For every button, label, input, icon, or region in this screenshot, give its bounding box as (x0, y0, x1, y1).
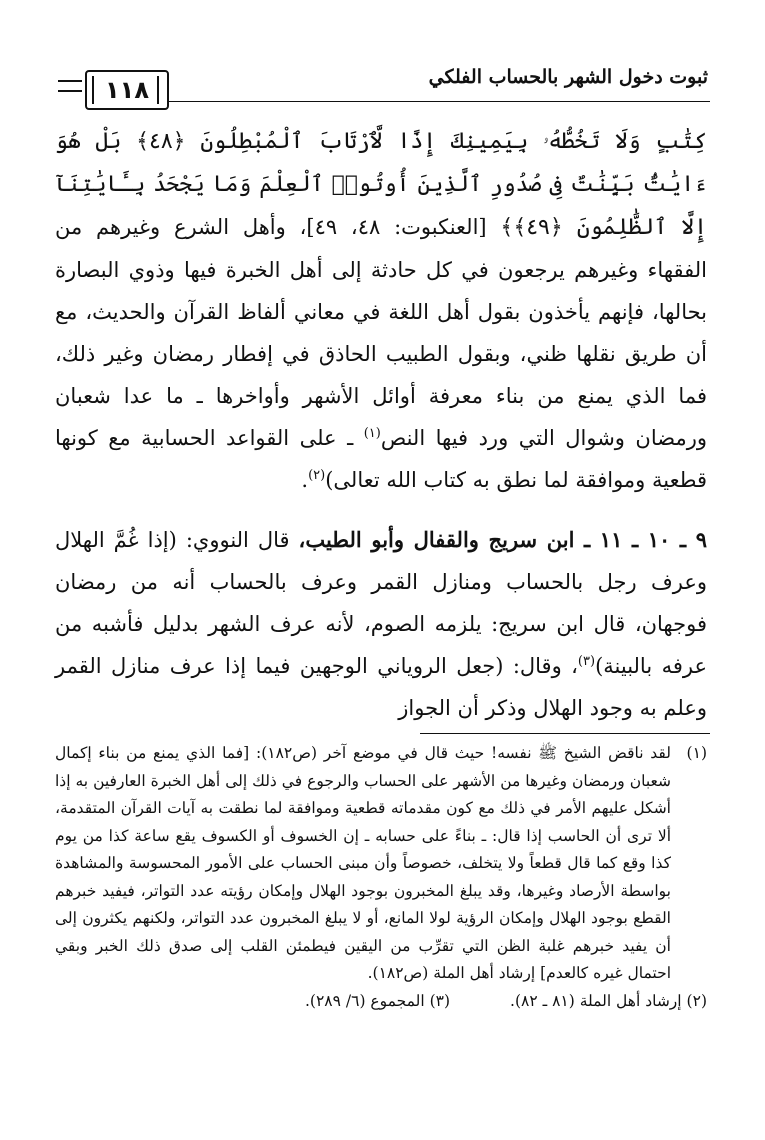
footnote-2-text: إرشاد أهل الملة (٨١ ـ ٨٢). (510, 991, 682, 1010)
footnote-3 (305, 988, 450, 1016)
header-ornament (58, 80, 82, 92)
page-header (58, 66, 710, 114)
footnote-1-text: لقد ناقض الشيخ ﷺ نفسه! حيث قال في موضع آخر (ص١٨٢): [فما الذي يمنع من بناء إكمال شعبان ورمضان وغيرها من الأشهر على الحساب والرجوع في ذلك إلى أهل الخبرة العارفين به إذا أشكل عليهم الأمر في ذلك مع كون مقدماته قطعية وموافقة لما نطقت به آيات القرآن المتقدمة، ألا ترى أن الحاسب إذا قال: ـ بناءً على حسابه ـ إن الخسوف أو الكسوف يقع ساعة كذا من يوم كذا وقع كما قال قطعاً ولا يتخلف، خصوصاً وأن مبنى الحساب على الأمور المحسوسة والمشاهدة بواسطة الأرصاد وغيرها، وقد يبلغ المخبرون بوجود الهلال وإمكان رؤيته عدد التواتر، فيفيد خبرهم القطع بوجود الهلال وإمكان الرؤية لولا المانع، أو لا يبلغ المخبرون عدد التواتر، ولكنهم يكثرون إلى أن يفيد خبرهم غلبة الظن التي تقرِّب من اليقين فيطمئن القلب إلى صدق ذلك الخبر وبقي احتمال غيره كالعدم] إرشاد أهل الملة (ص١٨٢). (55, 744, 671, 982)
footnote-3-text: المجموع (٦/ ٢٨٩). (304, 991, 425, 1010)
paragraph-2-text-a: قال النووي: (إذا غُمَّ الهلال وعرف رجل بالحساب ومنازل القمر وعرف بالحساب أنه من رمضان فوجهان، قال ابن سريج: يلزمه الصوم، لأنه عرف الشهر بدليل فأشبه من عرفه بالبينة) (55, 528, 707, 678)
footnote-2 (510, 988, 707, 1016)
main-text (55, 120, 707, 729)
paragraph-2-heading: ٩ ـ ١٠ ـ ١١ ـ ابن سريج والقفال وأبو الطيب، (298, 527, 707, 552)
footnote-ref-1[interactable]: (١) (363, 426, 381, 441)
footnote-1-number: (١) (686, 744, 707, 762)
quran-verse: كِتَٰبٍ وَلَا تَخُطُّهُۥ بِيَمِينِكَ إِذًا لَّٱرْتَابَ ٱلْمُبْطِلُونَ ﴿٤٨﴾ بَلْ هُوَ ءَايَٰتٌۢ بَيِّنَٰتٌ فِى صُدُورِ ٱلَّذِينَ أُوتُوا۟ ٱلْعِلْمَ وَمَا يَجْحَدُ بِـَٔايَٰتِنَآ إِلَّا ٱلظَّٰلِمُونَ ﴿٤٩﴾﴾ (55, 129, 707, 240)
page-number: ١١٨ (85, 70, 169, 110)
footnote-separator (420, 733, 710, 734)
footnotes-2-3 (55, 988, 707, 1016)
paragraph-1 (55, 120, 707, 501)
paragraph-2 (55, 519, 707, 729)
footnotes (55, 740, 707, 1015)
paragraph-1-end: . (301, 468, 309, 492)
header-rule (168, 101, 710, 102)
paragraph-1-text-b: ـ على القواعد الحسابية مع كونها قطعية وموافقة لما نطق به كتاب الله تعالى) (55, 426, 707, 492)
running-title: ثبوت دخول الشهر بالحساب الفلكي (428, 66, 708, 88)
footnote-2-number: (٢) (686, 991, 707, 1010)
footnote-3-number: (٣) (429, 991, 451, 1010)
paragraph-1-text-a: [العنكبوت: ٤٨، ٤٩]، وأهل الشرع وغيرهم من الفقهاء وغيرهم يرجعون في كل حادثة إلى أهل الخبرة فيها وذوي البصارة بحالها، فإنهم يأخذون بقول أهل اللغة في معاني ألفاظ القرآن والحديث، مع أن طريق نقلها ظني، وبقول الطبيب الحاذق في إفطار رمضان وغير ذلك، فما الذي يمنع من بناء معرفة أوائل الأشهر وأواخرها ـ ما عدا شعبان ورمضان وشوال التي ورد فيها النص (55, 215, 707, 450)
footnote-ref-3[interactable]: (٣) (577, 654, 596, 669)
footnote-ref-2[interactable]: (٢) (308, 468, 326, 483)
paragraph-2-text-b: ، وقال: (جعل الروياني الوجهين فيما إذا عرف منازل القمر وعلم به وجود الهلال وذكر أن الجواز (55, 654, 707, 720)
footnote-1 (55, 740, 707, 988)
